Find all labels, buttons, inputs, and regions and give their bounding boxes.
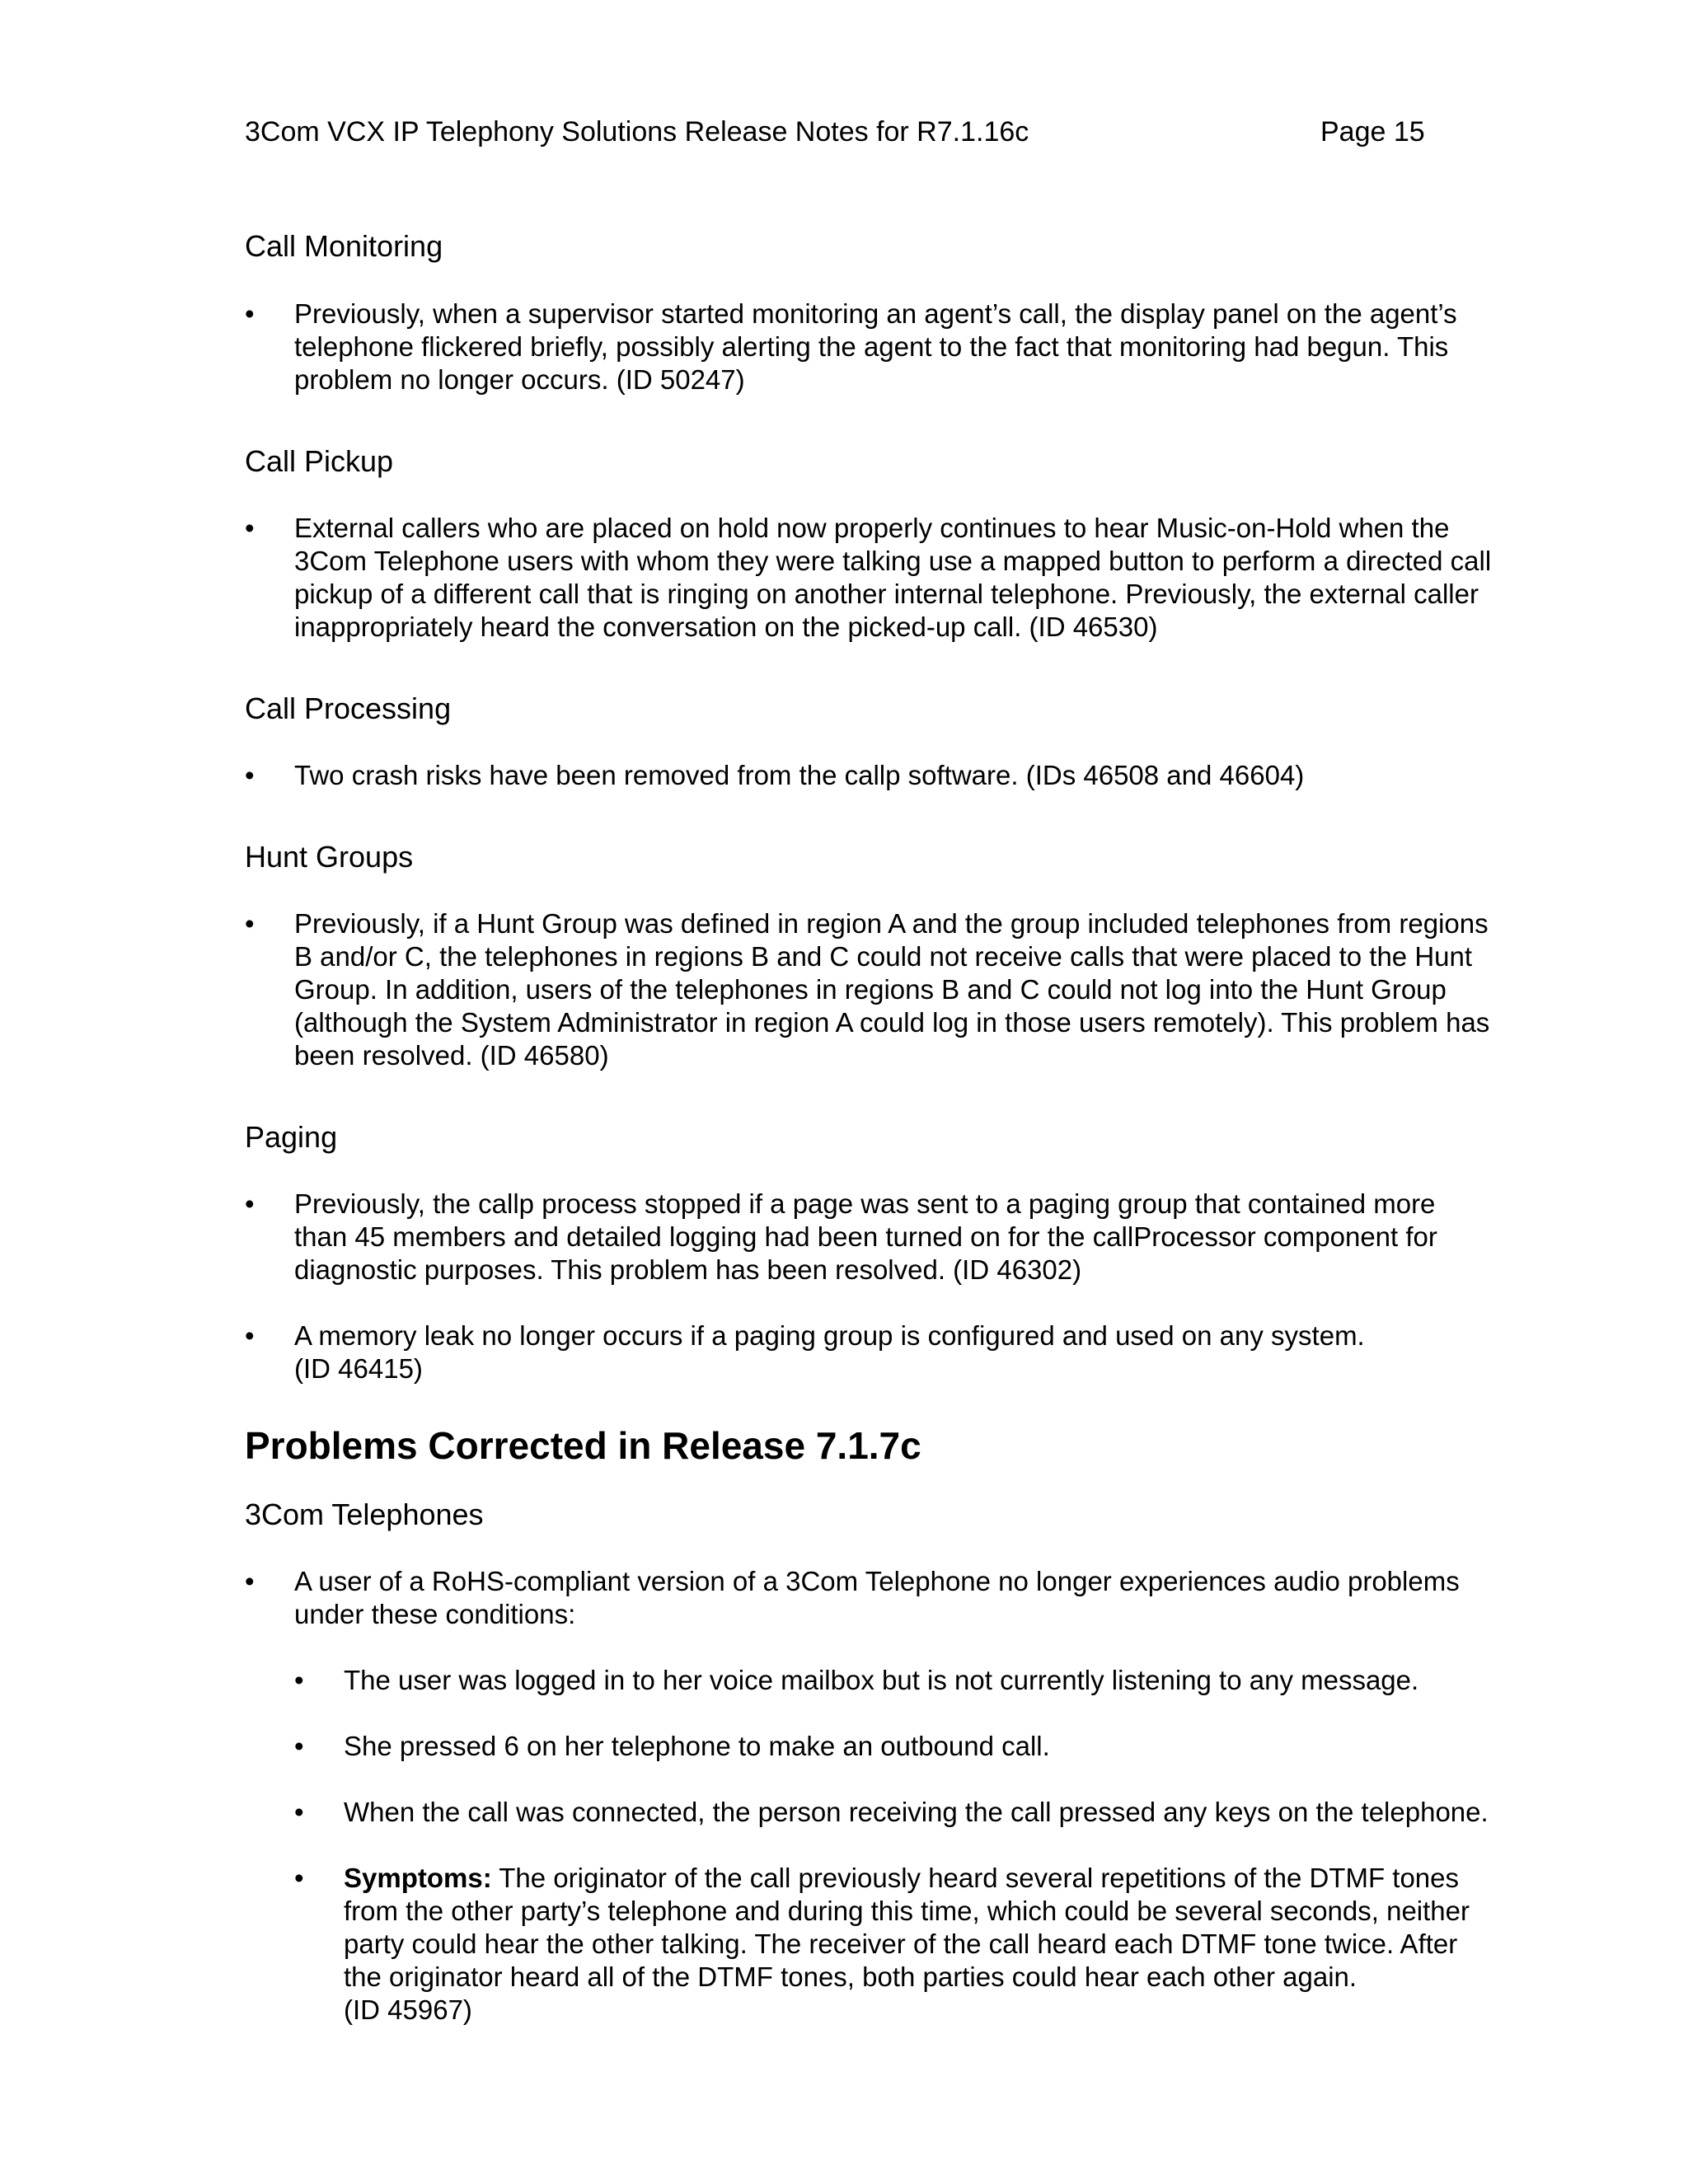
bullet-icon: • (245, 1320, 255, 1351)
sub-list-item: • When the call was connected, the person receiving the call pressed any keys on the telephone. (294, 1797, 1489, 1827)
section-heading-call-pickup: Call Pickup (245, 444, 394, 478)
bullet-icon: • (245, 1188, 255, 1219)
bullet-icon: • (294, 1731, 304, 1761)
bullet-icon: • (294, 1863, 304, 1893)
bullet-icon: • (245, 513, 255, 543)
bullet-icon: • (245, 1566, 255, 1596)
bullet-icon: • (245, 760, 255, 790)
list-item: • Two crash risks have been removed from the callp software. (IDs 46508 and 46604) (245, 760, 1305, 790)
bullet-icon: • (245, 298, 255, 329)
list-item: • Previously, when a supervisor started monitoring an agent’s call, the display panel on the agent’s telephone flickered briefly, possibly alerting the agent to the fact that monitoring had begun. This problem no longer occurs. (ID 50247) (245, 298, 1457, 395)
list-item: • A user of a RoHS-compliant version of a 3Com Telephone no longer experiences audio problems under these conditions: (245, 1566, 1460, 1629)
section-heading-3com-telephones: 3Com Telephones (245, 1497, 484, 1531)
section-heading-call-monitoring: Call Monitoring (245, 229, 443, 263)
document-body (245, 229, 1514, 2027)
list-item: • A memory leak no longer occurs if a paging group is configured and used on any system. (ID 46415) (245, 1320, 1365, 1384)
sub-list-item: • She pressed 6 on her telephone to make an outbound call. (294, 1731, 1050, 1761)
section-heading-hunt-groups: Hunt Groups (245, 840, 414, 874)
list-item: • External callers who are placed on hold now properly continues to hear Music-on-Hold when the 3Com Telephone users with whom they were talking use a mapped button to perform a directed call pickup of a different call that is ringing on another internal telephone. Previously, the external caller inappropriately heard the conversation on the picked-up call. (ID 46530) (245, 513, 1492, 642)
sub-list-item-symptoms: • Symptoms: The originator of the call previously heard several repetitions of the DTMF tones from the other party’s telephone and during this time, which could be several seconds, neither party could hear the other talking. The receiver of the call heard each DTMF tone twice. After the originator heard all of the DTMF tones, both parties could hear each other again. (ID 45967) (294, 1863, 1470, 2025)
bullet-icon: • (294, 1665, 304, 1695)
section-heading-paging: Paging (245, 1120, 338, 1154)
symptoms-label: Symptoms: (344, 1863, 492, 1893)
release-heading: Problems Corrected in Release 7.1.7c (245, 1424, 921, 1467)
section-heading-call-processing: Call Processing (245, 691, 452, 725)
sub-list-item: • The user was logged in to her voice mailbox but is not currently listening to any message. (294, 1665, 1419, 1695)
list-item: • Previously, if a Hunt Group was defined in region A and the group included telephones from regions B and/or C, the telephones in regions B and C could not receive calls that were placed to the Hunt Group. In addition, users of the telephones in regions B and C could not log into the Hunt Group (although the System Administrator in region A could log in those users remotely). This problem has been resolved. (ID 46580) (245, 908, 1490, 1071)
page-number: Page 15 (1320, 116, 1425, 148)
bullet-icon: • (245, 908, 255, 939)
document-title: 3Com VCX IP Telephony Solutions Release Notes for R7.1.16c (245, 116, 1029, 148)
bullet-icon: • (294, 1797, 304, 1827)
list-item: • Previously, the callp process stopped if a page was sent to a paging group that contained more than 45 members and detailed logging had been turned on for the callProcessor component for diagnostic purposes. This problem has been resolved. (ID 46302) (245, 1188, 1437, 1285)
